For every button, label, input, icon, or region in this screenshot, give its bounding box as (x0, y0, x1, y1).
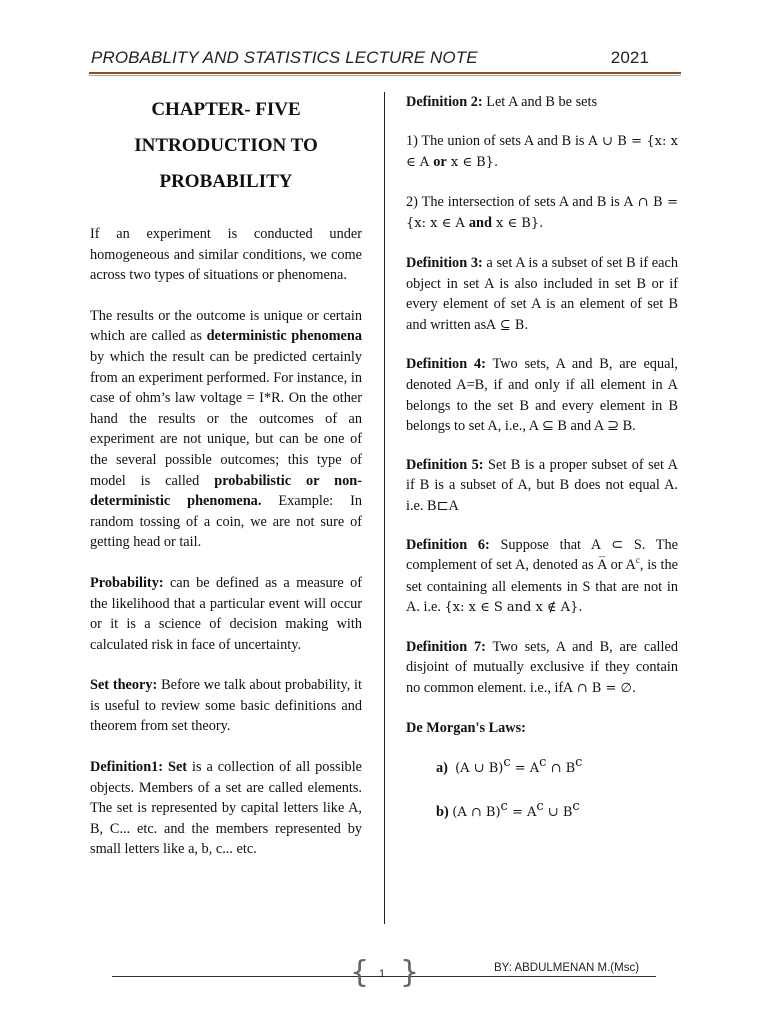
definition-1-paragraph (90, 757, 362, 860)
phenomena-text-3: Example: In random tossing of a coin, we are not sure of getting head or tail. (90, 493, 362, 551)
definition-5-text: Set B is a proper subset of set A if B is a subset of A, but B does not equal A. i.e. B⊏A (406, 456, 678, 514)
law-b-mid: ∪ B (543, 804, 573, 820)
definition-2-paragraph (406, 92, 678, 113)
definition-3-text: a set A is a subset of set B if each object in set A is also included in set B or if every element of set A is an element of set B and written as (406, 254, 678, 333)
set-theory-text: Before we talk about probability, it is useful to review some basic definitions and theorem from set theory. (90, 677, 363, 735)
set-theory-label: Set theory: (90, 677, 158, 694)
union-math-end: x ∈ B}. (446, 155, 499, 171)
set-theory-paragraph (90, 675, 362, 737)
definition-2-text: Let A and B be sets (482, 94, 598, 110)
de-morgan-title: De Morgan's Laws: (406, 719, 526, 736)
intersection-text: 2) The intersection of sets A and B is (406, 193, 624, 210)
definition-3-label: Definition 3: (406, 254, 483, 271)
a-bar-symbol: A̅ (597, 558, 607, 574)
definition-3-paragraph (406, 253, 678, 336)
definition-1-label: Definition1: Set (90, 759, 188, 776)
definition-4-label: Definition 4: (406, 356, 486, 373)
definition-6-paragraph (406, 535, 678, 619)
de-morgan-law-a (436, 755, 678, 780)
law-b-lhs: (A ∩ B) (452, 804, 501, 820)
union-text: 1) The union of sets A and B is (406, 132, 589, 149)
union-definition (406, 131, 678, 174)
intersection-and: and (468, 215, 492, 232)
intro-text: If an experiment is conducted under homogeneous and similar conditions, we come across two types of situations or phenomena. (90, 226, 362, 284)
definition-5-paragraph (406, 455, 678, 517)
law-a-rhs: = A (510, 761, 540, 777)
definition-7-math: A ∩ B = ∅. (563, 681, 636, 697)
intersection-math-end: x ∈ B}. (491, 216, 544, 232)
probability-paragraph (90, 573, 362, 655)
page-number: 1 (379, 968, 386, 980)
law-b-sup-2: c (536, 799, 544, 815)
definition-6-math: {x: x ∈ S and x ∉ A}. (444, 600, 583, 616)
de-morgan-law-b (436, 799, 678, 824)
definition-2-label: Definition 2: (406, 94, 483, 110)
phenomena-text-1: The results or the outcome is unique or certain which are called as (90, 307, 362, 345)
definition-5-label: Definition 5: (406, 456, 484, 473)
phenomena-paragraph (90, 306, 362, 553)
definition-3-math: A ⊆ B. (486, 317, 529, 333)
probabilistic-term: probabilistic or non-deterministic phenomena. (90, 472, 362, 510)
header-rule-shadow (89, 75, 681, 76)
intro-paragraph (90, 224, 362, 286)
definition-6-text-1: Suppose that A ⊂ S. The complement of set A, denoted as (406, 536, 678, 574)
page-header (91, 48, 649, 72)
law-a-mid: ∩ B (546, 761, 576, 777)
definition-6-text-2: , is the set containing all elements in S that are not in A. i.e. (406, 557, 678, 616)
right-column (406, 92, 678, 845)
definition-6-label: Definition 6: (406, 536, 490, 553)
definition-7-text: Two sets, A and B, are called disjoint of mutually exclusive if they contain no common element. i.e., if (406, 638, 678, 697)
law-b-sup-1: c (500, 799, 508, 815)
phenomena-text-2: by which the result can be predicted certainly from an experiment performed. For instance, in case of ohm’s law voltage = I*R. On the other hand the results or the outcomes of an experiment are not unique, but can be one of the several possible outcomes; this type of model is called (90, 348, 362, 489)
chapter-line-2: INTRODUCTION TO (134, 135, 318, 156)
left-column (90, 92, 362, 880)
definition-1-text: is a collection of all possible objects. Members of a set are called elements. The set is represented by capital letters like A, B, C... etc. and the members represented by small letters like a, b, c... etc. (90, 759, 363, 858)
header-rule (89, 72, 681, 74)
definition-4-text: Two sets, A and B, are equal, denoted A=B, if and only if all element in A belongs to the set B and every element in B belongs to set A, i.e., A ⊆ B and A ⊇ B. (406, 356, 678, 435)
complement-superscript: c (635, 555, 640, 566)
law-a-sup-1: c (503, 755, 511, 771)
definition-6-or: or A (606, 557, 636, 574)
chapter-line-1: CHAPTER- FIVE (151, 99, 301, 120)
header-year: 2021 (610, 48, 649, 67)
chapter-title (90, 92, 362, 200)
chapter-line-3: PROBABILITY (159, 171, 293, 192)
definition-4-paragraph (406, 354, 678, 436)
left-brace-icon: { (350, 955, 370, 990)
law-a-lhs: (A ∪ B) (455, 761, 504, 777)
definition-7-paragraph (406, 637, 678, 700)
right-brace-icon: } (400, 955, 420, 990)
union-or: or (433, 154, 447, 171)
header-title: PROBABLITY AND STATISTICS LECTURE NOTE (91, 48, 478, 67)
definition-7-label: Definition 7: (406, 638, 486, 655)
law-b-label: b) (436, 803, 449, 820)
intersection-definition (406, 192, 678, 235)
column-divider (384, 92, 385, 924)
law-a-label: a) (436, 760, 448, 777)
intersection-math: A ∩ B = {x: x ∈ A (406, 194, 678, 232)
deterministic-term: deterministic phenomena (206, 328, 362, 345)
author-credit: BY: ABDULMENAN M.(Msc) (494, 962, 640, 974)
probability-text: can be defined as a measure of the likelihood that a particular event will occur or it is a science of decision making with calculated risk in face of uncertainty. (90, 574, 362, 653)
law-b-sup-3: c (572, 799, 580, 815)
law-a-sup-2: c (539, 755, 547, 771)
union-math: A ∪ B = {x: x ∈ A (406, 133, 679, 171)
probability-label: Probability: (90, 574, 164, 591)
law-a-sup-3: c (575, 755, 583, 771)
law-b-rhs: = A (507, 804, 537, 820)
